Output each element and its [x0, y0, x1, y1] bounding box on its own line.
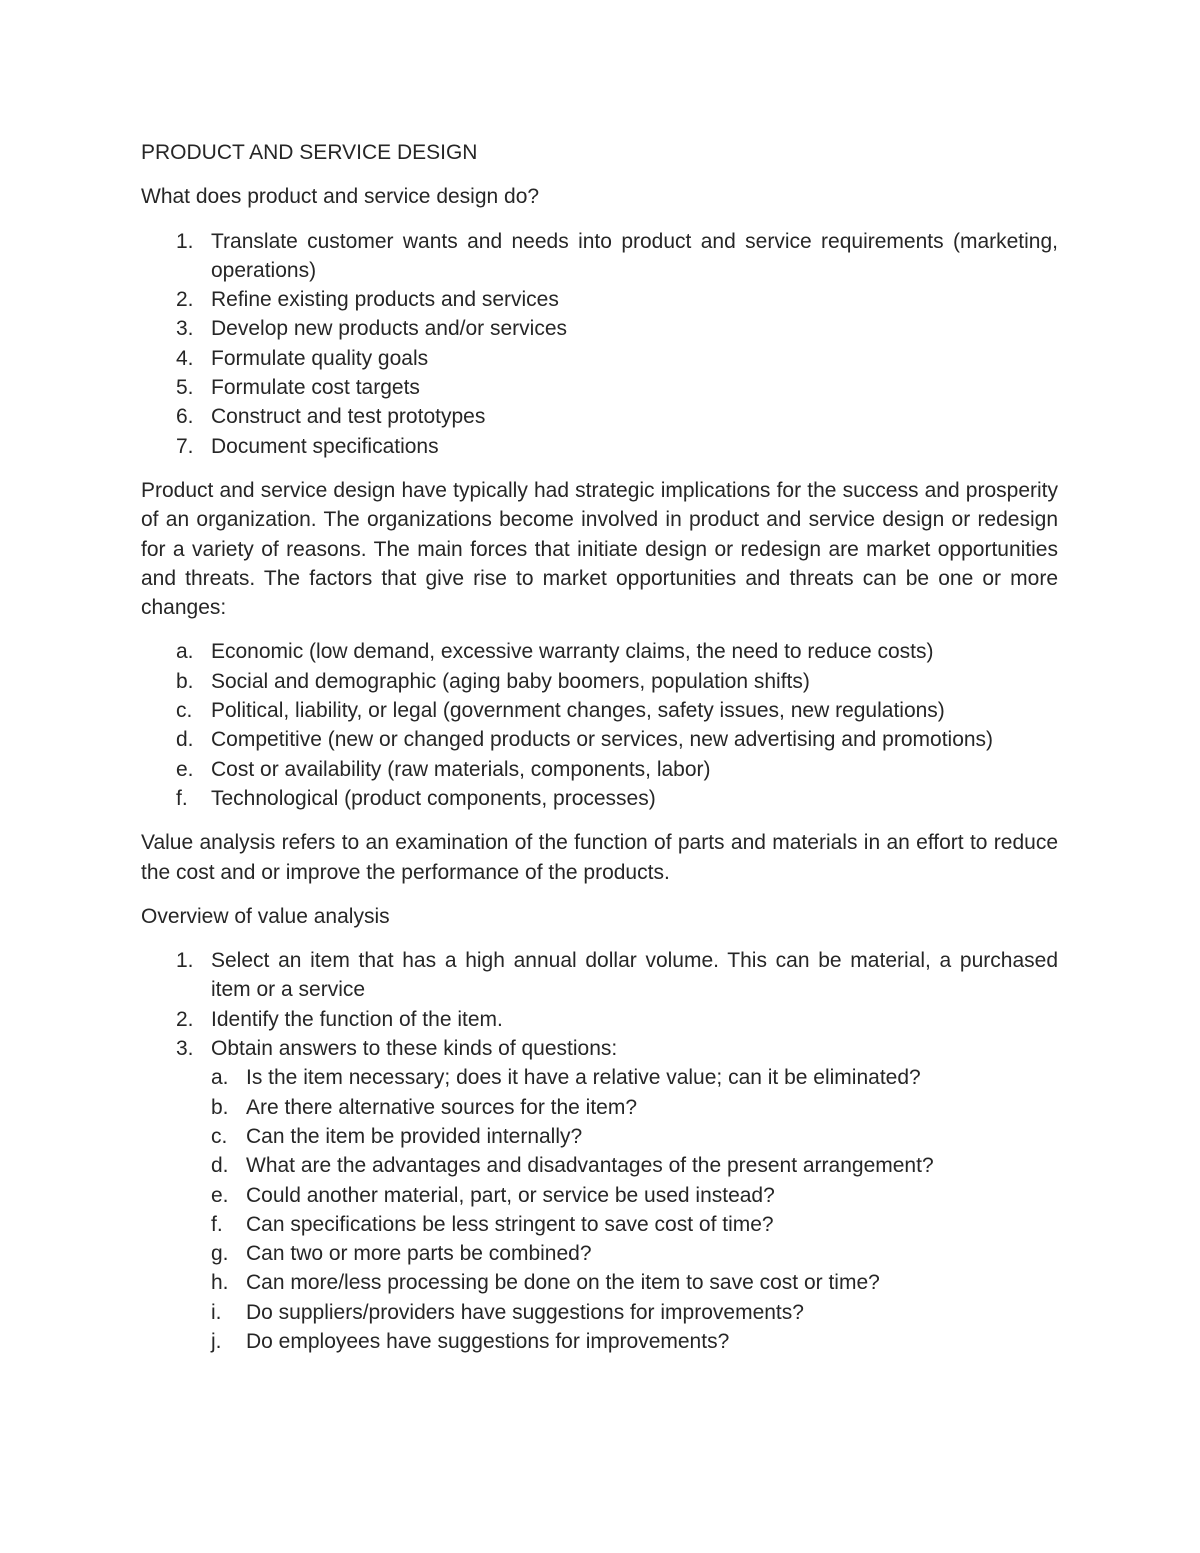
list-item	[141, 285, 1058, 314]
list-item-text: Can the item be provided internally?	[246, 1124, 583, 1148]
list-item	[141, 637, 1058, 666]
list-item	[211, 1239, 1058, 1268]
list-item-text: Select an item that has a high annual dollar volume. This can be material, a purchased item or a service	[211, 949, 1058, 1002]
overview-steps-list	[141, 946, 1058, 1356]
list-marker: g.	[211, 1242, 229, 1266]
list-item	[141, 344, 1058, 373]
list-marker: 6.	[176, 405, 194, 429]
list-item-text: Are there alternative sources for the item?	[246, 1095, 638, 1119]
list-item-text: Political, liability, or legal (government changes, safety issues, new regulations)	[211, 699, 945, 723]
list-item	[211, 1093, 1058, 1122]
list-item-text: Formulate cost targets	[211, 376, 420, 400]
list-marker: e.	[176, 757, 194, 781]
list-item	[141, 667, 1058, 696]
list-item-text: Obtain answers to these kinds of questions:	[211, 1037, 618, 1061]
list-item	[141, 1005, 1058, 1034]
list-item	[141, 314, 1058, 343]
list-marker: b.	[211, 1095, 229, 1119]
list-item-text: Construct and test prototypes	[211, 405, 486, 429]
list-marker: j.	[211, 1329, 222, 1353]
list-item-text: Develop new products and/or services	[211, 317, 568, 341]
list-item-text: Technological (product components, processes)	[211, 786, 656, 810]
overview-heading: Overview of value analysis	[141, 904, 390, 928]
list-item	[141, 402, 1058, 431]
list-marker: f.	[211, 1212, 223, 1236]
page-title: PRODUCT AND SERVICE DESIGN	[141, 141, 478, 164]
intro-question: What does product and service design do?	[141, 185, 540, 209]
list-marker: 4.	[176, 346, 194, 370]
list-item-text: Translate customer wants and needs into product and service requirements (marketing, operations)	[211, 229, 1058, 282]
list-item-text: Can two or more parts be combined?	[246, 1242, 592, 1266]
list-item	[211, 1327, 1058, 1356]
list-marker: 1.	[176, 949, 194, 973]
list-item	[141, 725, 1058, 754]
list-item	[211, 1122, 1058, 1151]
list-item	[211, 1151, 1058, 1180]
list-item	[211, 1298, 1058, 1327]
document-page	[141, 138, 1058, 1371]
list-marker: c.	[211, 1124, 228, 1148]
list-item-text: Do employees have suggestions for improvements?	[246, 1329, 730, 1353]
list-marker: 1.	[176, 229, 194, 253]
list-marker: c.	[176, 699, 193, 723]
list-marker: h.	[211, 1271, 229, 1295]
list-marker: 5.	[176, 376, 194, 400]
list-item	[211, 1181, 1058, 1210]
list-marker: i.	[211, 1300, 222, 1324]
list-item-text: Competitive (new or changed products or services, new advertising and promotions)	[211, 728, 994, 752]
list-item	[141, 432, 1058, 461]
list-marker: d.	[211, 1154, 229, 1178]
list-marker: b.	[176, 669, 194, 693]
list-item	[211, 1210, 1058, 1239]
design-tasks-list	[141, 227, 1058, 461]
list-item-text: Could another material, part, or service be used instead?	[246, 1183, 775, 1207]
list-marker: 3.	[176, 317, 194, 341]
list-item	[141, 696, 1058, 725]
list-marker: 2.	[176, 1007, 194, 1031]
value-analysis-paragraph: Value analysis refers to an examination of the function of parts and materials in an effort to reduce the cost and or improve the performance of the products.	[141, 831, 1058, 884]
list-item-text: What are the advantages and disadvantages of the present arrangement?	[246, 1154, 934, 1178]
list-item	[141, 373, 1058, 402]
list-item-text: Formulate quality goals	[211, 346, 429, 370]
questions-list	[211, 1063, 1058, 1356]
list-marker: a.	[176, 640, 194, 664]
list-item	[141, 784, 1058, 813]
list-marker: a.	[211, 1066, 229, 1090]
list-item	[141, 1034, 1058, 1356]
list-item-text: Social and demographic (aging baby boomers, population shifts)	[211, 669, 810, 693]
list-item-text: Economic (low demand, excessive warranty claims, the need to reduce costs)	[211, 640, 934, 664]
list-item	[211, 1268, 1058, 1297]
list-item	[141, 946, 1058, 1005]
list-item-text: Document specifications	[211, 434, 439, 458]
list-marker: e.	[211, 1183, 229, 1207]
list-item-text: Can more/less processing be done on the item to save cost or time?	[246, 1271, 880, 1295]
list-marker: 7.	[176, 434, 194, 458]
list-item	[141, 755, 1058, 784]
list-marker: 2.	[176, 288, 194, 312]
strategy-paragraph: Product and service design have typically had strategic implications for the success and prosperity of an organization. The organizations become involved in product and service design or redesign for a variety of reasons. The main forces that initiate design or redesign are market opportunities and threats. The factors that give rise to market opportunities and threats can be one or more changes:	[141, 478, 1058, 620]
list-item-text: Do suppliers/providers have suggestions for improvements?	[246, 1300, 804, 1324]
list-item	[211, 1063, 1058, 1092]
list-item-text: Identify the function of the item.	[211, 1007, 503, 1031]
list-item-text: Can specifications be less stringent to save cost of time?	[246, 1212, 774, 1236]
list-item-text: Cost or availability (raw materials, components, labor)	[211, 757, 711, 781]
list-marker: d.	[176, 728, 194, 752]
list-marker: f.	[176, 786, 188, 810]
list-item-text: Is the item necessary; does it have a relative value; can it be eliminated?	[246, 1066, 921, 1090]
change-factors-list	[141, 637, 1058, 813]
list-item	[141, 227, 1058, 286]
list-item-text: Refine existing products and services	[211, 288, 559, 312]
list-marker: 3.	[176, 1037, 194, 1061]
